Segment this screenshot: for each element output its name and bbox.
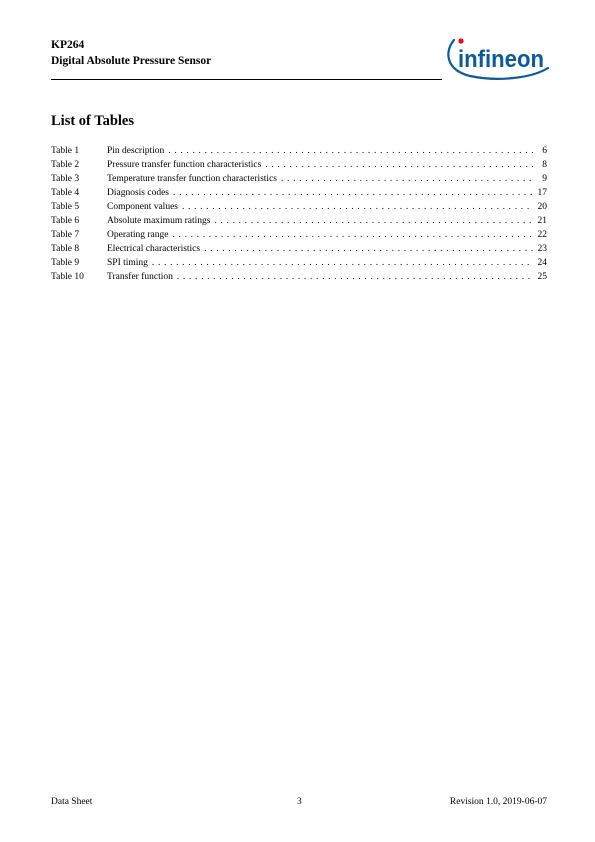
toc-dot-leader [265, 158, 533, 172]
toc-entry-page[interactable]: 22 [537, 230, 547, 240]
toc-entry-number: Table 4 [51, 188, 80, 198]
toc-entry-title[interactable]: Transfer function [107, 272, 173, 282]
toc-entry-title[interactable]: Temperature transfer function characteristics [107, 174, 277, 184]
toc-entry[interactable] [51, 200, 547, 214]
toc-entry[interactable] [51, 228, 547, 242]
footer-revision: Revision 1.0, 2019-06-07 [449, 797, 547, 807]
page-header [51, 38, 211, 68]
toc-entry-title[interactable]: Electrical characteristics [107, 244, 201, 254]
toc-dot-leader [182, 200, 533, 214]
toc-entry-title[interactable]: Diagnosis codes [107, 188, 170, 198]
toc-entry-page[interactable]: 17 [537, 188, 547, 198]
toc-dot-leader [168, 144, 533, 158]
header-rule [51, 79, 442, 80]
section-title: List of Tables [51, 113, 134, 129]
toc-entry-number: Table 3 [51, 174, 80, 184]
toc-entry[interactable] [51, 256, 547, 270]
toc-dot-leader [152, 256, 533, 270]
footer-page-number: 3 [297, 797, 302, 807]
toc-entry-page[interactable]: 23 [537, 244, 547, 254]
toc-entry-title[interactable]: SPI timing [107, 258, 148, 268]
toc-entry[interactable] [51, 158, 547, 172]
toc-entry-title[interactable]: Absolute maximum ratings [107, 216, 211, 226]
toc-entry-number: Table 8 [51, 244, 80, 254]
toc-entry-number: Table 2 [51, 160, 80, 170]
toc-entry-number: Table 1 [51, 146, 80, 156]
toc-entry[interactable] [51, 270, 547, 284]
logo-wordmark: infineon [458, 46, 544, 73]
logo-dot [458, 38, 463, 43]
infineon-logo [440, 30, 552, 84]
product-name: KP264 [51, 39, 85, 51]
toc-dot-leader [172, 228, 533, 242]
toc-dot-leader [204, 242, 533, 256]
document-title: Digital Absolute Pressure Sensor [51, 55, 212, 67]
toc-entry-number: Table 5 [51, 202, 80, 212]
toc-entry-number: Table 6 [51, 216, 80, 226]
toc-entry-page[interactable]: 24 [537, 258, 547, 268]
toc-dot-leader [173, 186, 533, 200]
list-of-tables [51, 144, 547, 284]
toc-dot-leader [177, 270, 533, 284]
toc-entry-title[interactable]: Pin description [107, 146, 165, 156]
toc-entry-title[interactable]: Pressure transfer function characteristics [107, 160, 262, 170]
toc-entry-page[interactable]: 21 [537, 216, 547, 226]
toc-entry-page[interactable]: 6 [542, 146, 547, 156]
toc-entry[interactable] [51, 242, 547, 256]
toc-entry-number: Table 7 [51, 230, 80, 240]
toc-entry[interactable] [51, 214, 547, 228]
footer-doc-type: Data Sheet [51, 797, 93, 807]
toc-entry-title[interactable]: Component values [107, 202, 178, 212]
toc-entry[interactable] [51, 144, 547, 158]
toc-entry-title[interactable]: Operating range [107, 230, 169, 240]
toc-entry-page[interactable]: 20 [537, 202, 547, 212]
toc-entry[interactable] [51, 172, 547, 186]
toc-entry-page[interactable]: 9 [542, 174, 547, 184]
toc-entry-number: Table 9 [51, 258, 80, 268]
toc-entry-page[interactable]: 8 [542, 160, 547, 170]
toc-dot-leader [281, 172, 533, 186]
toc-entry[interactable] [51, 186, 547, 200]
toc-entry-page[interactable]: 25 [537, 272, 547, 282]
toc-entry-number: Table 10 [51, 272, 84, 282]
toc-dot-leader [214, 214, 533, 228]
